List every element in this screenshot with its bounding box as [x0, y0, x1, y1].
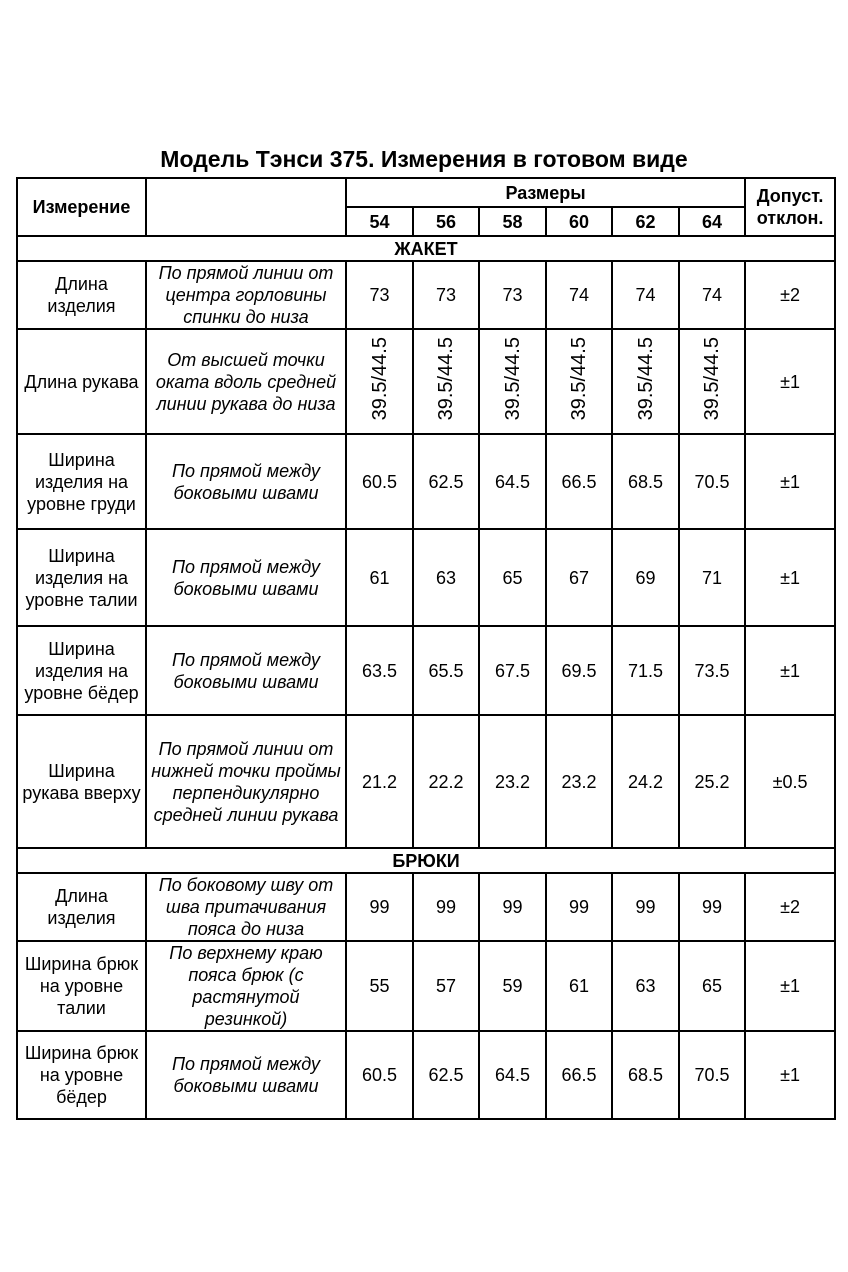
size-value-cell: [479, 329, 546, 434]
size-value: 70.5: [679, 1031, 745, 1119]
size-value: 99: [479, 873, 546, 941]
size-value: 60.5: [346, 1031, 413, 1119]
measure-name: Ширина изделия на уровне бёдер: [17, 626, 146, 715]
section-title: БРЮКИ: [17, 848, 835, 873]
size-header: 64: [679, 207, 745, 236]
size-value: 64.5: [479, 1031, 546, 1119]
measure-name: Ширина изделия на уровне груди: [17, 434, 146, 529]
size-value: 65: [479, 529, 546, 626]
measure-description: По боковому шву от шва притачивания пояса до низа: [146, 873, 346, 941]
size-value: 73: [346, 261, 413, 329]
size-value: 63: [612, 941, 679, 1031]
size-value: 39.5/44.5: [568, 337, 590, 421]
size-value: 63.5: [346, 626, 413, 715]
size-value-cell: [346, 329, 413, 434]
size-value-cell: [546, 329, 612, 434]
size-header: 56: [413, 207, 479, 236]
size-value: 23.2: [546, 715, 612, 848]
table-row: [17, 715, 835, 848]
measure-name: Ширина брюк на уровне бёдер: [17, 1031, 146, 1119]
size-value: 62.5: [413, 434, 479, 529]
size-value: 64.5: [479, 434, 546, 529]
size-value: 39.5/44.5: [501, 337, 524, 421]
size-value: 25.2: [679, 715, 745, 848]
tolerance-value: ±1: [745, 434, 835, 529]
header-sizes: Размеры: [346, 178, 745, 207]
size-value: 99: [413, 873, 479, 941]
measure-name: Длина изделия: [17, 261, 146, 329]
size-value: 66.5: [546, 1031, 612, 1119]
tolerance-value: ±1: [745, 1031, 835, 1119]
tolerance-value: ±2: [745, 873, 835, 941]
size-value: 24.2: [612, 715, 679, 848]
size-value: 65.5: [413, 626, 479, 715]
measure-name: Ширина брюк на уровне талии: [17, 941, 146, 1031]
size-value: 21.2: [346, 715, 413, 848]
header-measure: Измерение: [17, 178, 146, 236]
measure-description: По прямой между боковыми швами: [146, 626, 346, 715]
size-value: 69: [612, 529, 679, 626]
measure-description: По прямой между боковыми швами: [146, 529, 346, 626]
tolerance-value: ±0.5: [745, 715, 835, 848]
size-value: 39.5/44.5: [435, 337, 457, 421]
header-row: [17, 178, 835, 207]
header-blank: [146, 178, 346, 236]
measure-name: Длина рукава: [17, 329, 146, 434]
size-value: 61: [546, 941, 612, 1031]
table-row: [17, 261, 835, 329]
size-value: 67.5: [479, 626, 546, 715]
tolerance-value: ±1: [745, 941, 835, 1031]
table-row: [17, 626, 835, 715]
size-value: 74: [679, 261, 745, 329]
section-row: [17, 848, 835, 873]
size-value: 61: [346, 529, 413, 626]
size-value: 71.5: [612, 626, 679, 715]
size-value: 39.5/44.5: [701, 337, 724, 421]
size-value: 55: [346, 941, 413, 1031]
size-value: 57: [413, 941, 479, 1031]
size-value: 68.5: [612, 434, 679, 529]
size-value-cell: [612, 329, 679, 434]
size-value: 22.2: [413, 715, 479, 848]
size-value: 67: [546, 529, 612, 626]
header-tolerance: Допуст. отклон.: [745, 178, 835, 236]
tolerance-value: ±1: [745, 626, 835, 715]
size-header: 60: [546, 207, 612, 236]
size-value: 66.5: [546, 434, 612, 529]
size-value: 74: [546, 261, 612, 329]
table-row: [17, 529, 835, 626]
table-row: [17, 434, 835, 529]
section-title: ЖАКЕТ: [17, 236, 835, 261]
tolerance-value: ±1: [745, 329, 835, 434]
size-value: 59: [479, 941, 546, 1031]
size-value: 39.5/44.5: [368, 337, 391, 421]
table-row: [17, 941, 835, 1031]
size-value: 73.5: [679, 626, 745, 715]
size-value: 23.2: [479, 715, 546, 848]
size-value: 65: [679, 941, 745, 1031]
measure-description: По прямой линии от центра горловины спинки до низа: [146, 261, 346, 329]
size-value: 99: [679, 873, 745, 941]
section-row: [17, 236, 835, 261]
size-value: 99: [346, 873, 413, 941]
tolerance-value: ±1: [745, 529, 835, 626]
size-value: 70.5: [679, 434, 745, 529]
size-value: 99: [612, 873, 679, 941]
size-value: 62.5: [413, 1031, 479, 1119]
size-value: 39.5/44.5: [634, 337, 657, 421]
table-row: [17, 873, 835, 941]
measure-name: Длина изделия: [17, 873, 146, 941]
size-value: 68.5: [612, 1031, 679, 1119]
size-value-cell: [413, 329, 479, 434]
size-value: 73: [413, 261, 479, 329]
size-header: 58: [479, 207, 546, 236]
measure-description: От высшей точки оката вдоль средней линии рукава до низа: [146, 329, 346, 434]
size-value: 71: [679, 529, 745, 626]
size-value: 99: [546, 873, 612, 941]
size-value: 60.5: [346, 434, 413, 529]
size-header: 62: [612, 207, 679, 236]
measure-description: По прямой линии от нижней точки проймы перпендикулярно средней линии рукава: [146, 715, 346, 848]
measurements-table: [16, 177, 836, 1120]
size-value: 69.5: [546, 626, 612, 715]
measure-name: Ширина рукава вверху: [17, 715, 146, 848]
tolerance-value: ±2: [745, 261, 835, 329]
page-title: Модель Тэнси 375. Измерения в готовом виде: [160, 146, 688, 172]
table-row: [17, 329, 835, 434]
measure-description: По прямой между боковыми швами: [146, 434, 346, 529]
size-value-cell: [679, 329, 745, 434]
size-header: 54: [346, 207, 413, 236]
size-value: 63: [413, 529, 479, 626]
measure-description: По верхнему краю пояса брюк (с растянутой резинкой): [146, 941, 346, 1031]
size-value: 73: [479, 261, 546, 329]
size-value: 74: [612, 261, 679, 329]
table-row: [17, 1031, 835, 1119]
measure-name: Ширина изделия на уровне талии: [17, 529, 146, 626]
measure-description: По прямой между боковыми швами: [146, 1031, 346, 1119]
